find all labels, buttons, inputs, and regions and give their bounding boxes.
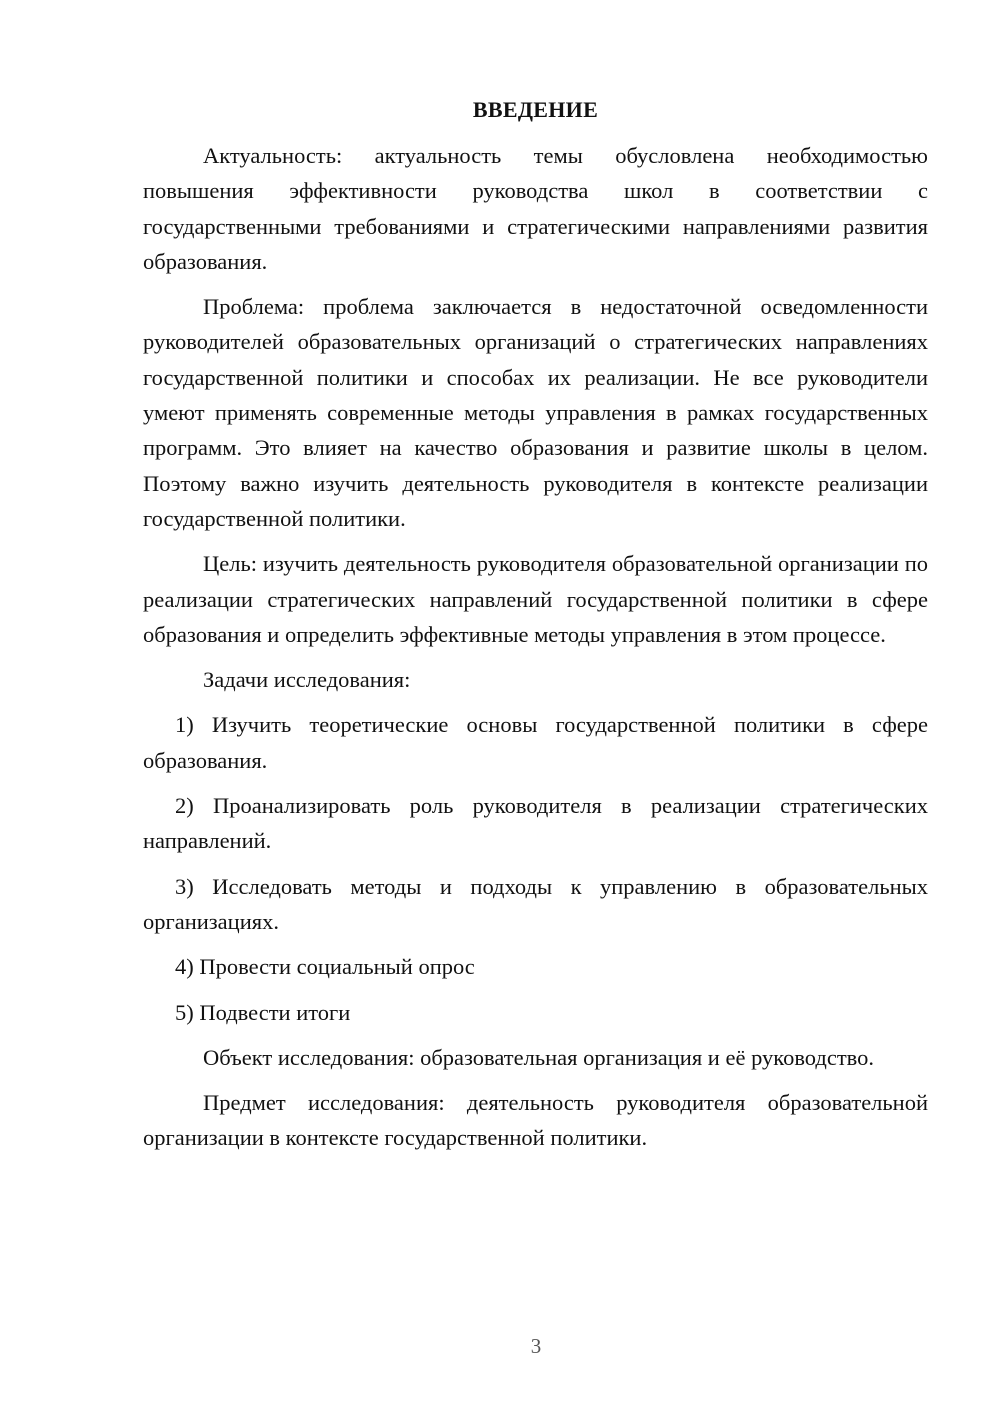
list-item: 5) Подвести итоги [175,999,351,1025]
list-item: 1) Изучить теоретические основы государственной политики в сфере образования. [143,712,928,773]
list-item: 3) Исследовать методы и подходы к управлению в образовательных организациях. [143,873,928,934]
paragraph-object: Объект исследования: образовательная организация и её руководство. [203,1044,875,1070]
paragraph-tasks-heading: Задачи исследования: [203,667,411,693]
list-item: 2) Проанализировать роль руководителя в реализации стратегических направлений. [143,793,928,854]
document-page [143,94,928,1166]
page-title: ВВЕДЕНИЕ [472,97,599,122]
page-number: 3 [530,1334,542,1358]
paragraph-goal: Цель: изучить деятельность руководителя образовательной организации по реализации стратегических направлений государственной политики в сфере образования и определить эффективные методы управления в этом процессе. [143,551,928,647]
paragraph-problem: Проблема: проблема заключается в недостаточной осведомленности руководителей образовательных организаций о стратегических направлениях государственной политики и способах их реализации. Не все руководители умеют применять современные методы управления в рамках государственных программ. Это влияет на качество образования и развитие школы в целом. Поэтому важно изучить деятельность руководителя в контексте реализации государственной политики. [143,294,928,531]
list-item: 4) Провести социальный опрос [175,954,475,980]
paragraph-subject: Предмет исследования: деятельность руководителя образовательной организации в контексте государственной политики. [143,1090,928,1151]
paragraph-relevance: Актуальность: актуальность темы обусловлена необходимостью повышения эффективности руководства школ в соответствии с государственными требованиями и стратегическими направлениями развития образования. [143,143,928,274]
